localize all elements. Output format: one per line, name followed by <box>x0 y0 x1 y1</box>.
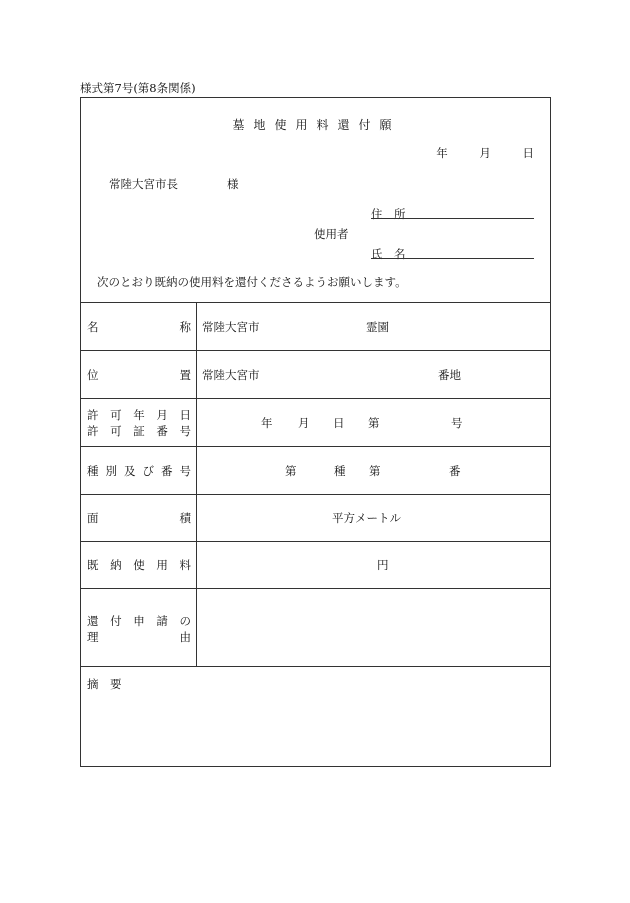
form-title: 墓地使用料還付願 <box>232 118 401 132</box>
row-label-name: 名 称 <box>87 320 191 334</box>
row-label-permit-date: 許 可 年 月 日 <box>87 408 191 422</box>
form-frame <box>80 97 551 767</box>
table-rule <box>81 446 550 447</box>
table-rule <box>81 302 550 303</box>
name-city: 常陸大宮市 <box>202 320 260 334</box>
permit-day: 日 <box>333 416 345 430</box>
row-label-reason-2: 理 由 <box>87 630 191 644</box>
date-year: 年 <box>436 146 448 160</box>
type-dai1: 第 <box>285 464 297 478</box>
remarks-label: 摘 要 <box>87 677 122 691</box>
type-dai2: 第 <box>369 464 381 478</box>
location-city: 常陸大宮市 <box>202 368 260 382</box>
row-label-permit-number: 許 可 証 番 号 <box>87 424 191 438</box>
row-label-area: 面 積 <box>87 511 191 525</box>
table-rule <box>81 494 550 495</box>
remarks-field[interactable] <box>87 694 542 760</box>
form-number: 様式第7号(第8条関係) <box>80 81 196 95</box>
reason-field[interactable] <box>202 594 544 660</box>
permit-go: 号 <box>451 416 463 430</box>
table-rule <box>81 350 550 351</box>
row-label-paid: 既 納 使 用 料 <box>87 558 191 572</box>
row-label-reason: 還 付 申 請 の <box>87 614 191 628</box>
column-divider <box>196 302 197 666</box>
permit-dai: 第 <box>368 416 380 430</box>
name-label: 氏 名 <box>371 247 406 261</box>
row-label-type: 種 別 及 び 番 号 <box>87 464 191 478</box>
area-unit: 平方メートル <box>332 511 401 525</box>
table-rule <box>81 666 550 667</box>
type-shu: 種 <box>334 464 346 478</box>
address-label: 住 所 <box>371 207 406 221</box>
request-text: 次のとおり既納の使用料を還付くださるようお願いします。 <box>97 275 407 289</box>
table-rule <box>81 541 550 542</box>
row-label-location: 位 置 <box>87 368 191 382</box>
table-rule <box>81 398 550 399</box>
name-suffix: 霊園 <box>366 320 389 334</box>
address-field[interactable] <box>371 218 534 219</box>
user-label: 使用者 <box>314 227 349 241</box>
date-month: 月 <box>479 146 491 160</box>
addressee: 常陸大宮市長 <box>109 177 178 191</box>
permit-year: 年 <box>261 416 273 430</box>
permit-month: 月 <box>298 416 310 430</box>
date-line <box>408 145 534 161</box>
name-field[interactable] <box>371 258 534 259</box>
location-suffix: 番地 <box>438 368 461 382</box>
table-rule <box>81 588 550 589</box>
honorific: 様 <box>227 177 239 191</box>
paid-unit: 円 <box>377 558 389 572</box>
date-day: 日 <box>522 146 534 160</box>
type-ban: 番 <box>449 464 461 478</box>
